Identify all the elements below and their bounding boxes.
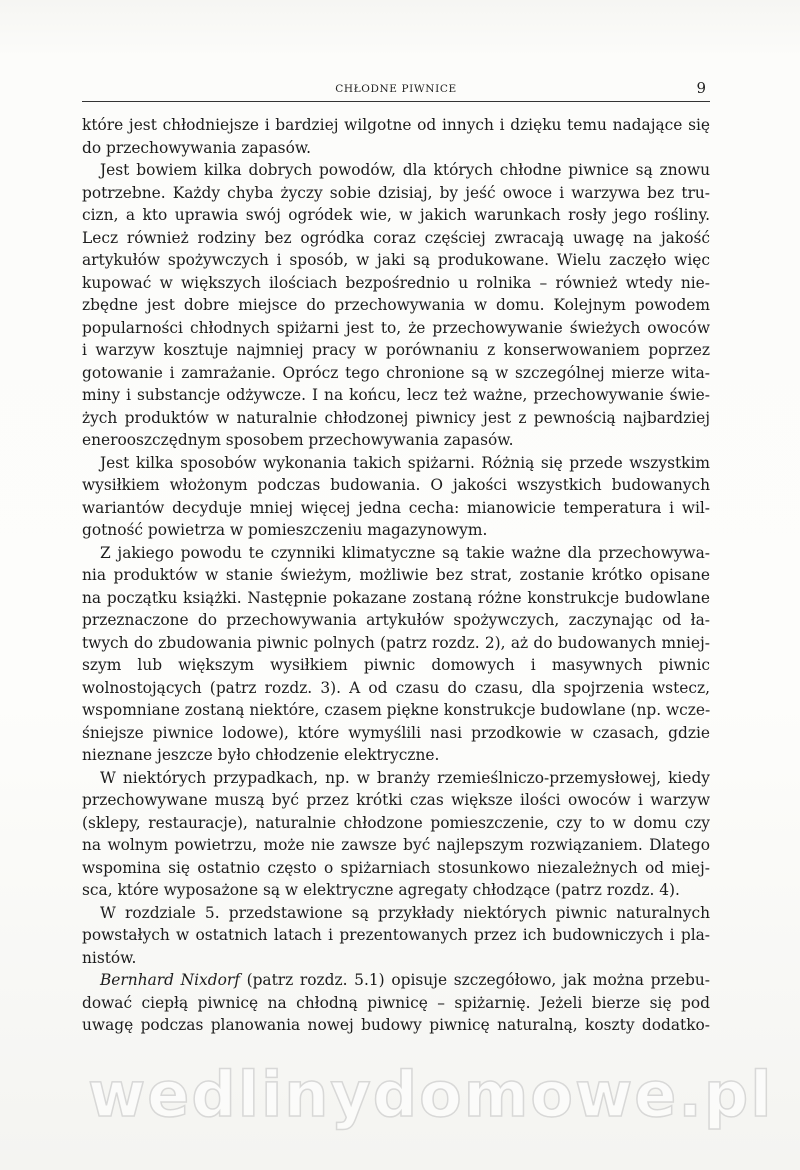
paragraph	[82, 159, 710, 452]
text-line: wariantów decyduje mniej więcej jedna cecha: mianowicie temperatura i wil-	[82, 498, 710, 517]
text-line	[82, 969, 710, 992]
text-line: gotowanie i zamrażanie. Oprócz tego chronione są w szczególnej mierze wita-	[82, 363, 710, 382]
text-line: miny i substancje odżywcze. I na końcu, lecz też ważne, przechowywanie świe-	[82, 386, 710, 404]
text-line: wolnostojących (patrz rozdz. 3). A od czasu do czasu, dla spojrzenia wstecz,	[82, 678, 710, 697]
paragraph	[82, 902, 710, 970]
text-line: żych produktów w naturalnie chłodzonej piwnicy jest z pewnością najbardziej	[82, 408, 710, 427]
paragraph	[82, 969, 710, 1037]
text-line: wspomniane zostaną niektóre, czasem piękne konstrukcje budowlane (np. wcze-	[82, 701, 711, 719]
text-line: gotność powietrza w pomieszczeniu magazynowym.	[82, 521, 488, 539]
paragraph	[82, 114, 710, 159]
text-fragment: (patrz rozdz. 5.1) opisuje szczegółowo, jak można przebu-	[239, 971, 711, 989]
text-line: uwagę podczas planowania nowej budowy piwnicę naturalną, koszty dodatko-	[82, 1016, 710, 1034]
text-line: które jest chłodniejsze i bardziej wilgotne od innych i dzięku temu nadające się	[82, 116, 710, 134]
text-line: wysiłkiem włożonym podczas budowania. O jakości wszystkich budowanych	[82, 476, 710, 494]
text-line: kupować w większych ilościach bezpośrednio u rolnika – również wtedy nie-	[82, 273, 710, 292]
text-line: do przechowywania zapasów.	[82, 138, 312, 157]
text-line: Jest bowiem kilka dobrych powodów, dla których chłodne piwnice są znowu	[100, 161, 710, 179]
text-line: przeznaczone do przechowywania artykułów spożywczych, zaczynając od ła-	[82, 611, 710, 629]
text-line: W niektórych przypadkach, np. w branży rzemieślniczo-przemysłowej, kiedy	[100, 768, 710, 787]
text-line: enerooszczędnym sposobem przechowywania zapasów.	[82, 431, 514, 449]
text-line: dować ciepłą piwnicę na chłodną piwnicę – spiżarnię. Jeżeli bierze się pod	[82, 993, 710, 1012]
watermark: wedlinydomowe.pl	[88, 1058, 774, 1131]
text-line: potrzebne. Każdy chyba życzy sobie dzisiaj, by jeść owoce i warzywa bez tru-	[82, 183, 710, 202]
paragraph	[82, 452, 710, 542]
text-line: nistów.	[82, 948, 137, 967]
text-line: (sklepy, restauracje), naturalnie chłodzone pomieszczenie, czy to w domu czy	[82, 813, 710, 832]
text-line: Jest kilka sposobów wykonania takich spiżarni. Różnią się przede wszystkim	[100, 453, 710, 472]
text-line: cizn, a kto uprawia swój ogródek wie, w jakich warunkach rosły jego rośliny.	[82, 206, 710, 224]
text-line: nia produktów w stanie świeżym, możliwie bez strat, zostanie krótko opisane	[82, 566, 710, 584]
header-rule	[82, 101, 710, 102]
text-line: sca, które wyposażone są w elektryczne agregaty chłodzące (patrz rozdz. 4).	[82, 881, 680, 899]
text-line: nieznane jeszcze było chłodzenie elektryczne.	[82, 746, 440, 764]
text-line: popularności chłodnych spiżarni jest to, że przechowywanie świeżych owoców	[82, 318, 710, 337]
text-line: wspomina się ostatnio często o spiżarniach stosunkowo niezależnych od miej-	[82, 858, 710, 877]
text-line: powstałych w ostatnich latach i prezentowanych przez ich budowniczych i pla-	[82, 926, 710, 944]
running-head: CHŁODNE PIWNICE	[335, 83, 457, 95]
text-line: twych do zbudowania piwnic polnych (patrz rozdz. 2), aż do budowanych mniej-	[82, 633, 710, 652]
text-line: śniejsze piwnice lodowe), które wymyślili nasi przodkowie w czasach, gdzie	[82, 723, 710, 742]
text-line: W rozdziale 5. przedstawione są przykłady niektórych piwnic naturalnych	[100, 903, 710, 922]
author-name: Bernhard Nixdorf	[100, 971, 240, 989]
text-line: na początku książki. Następnie pokazane zostaną różne konstrukcje budowlane	[82, 588, 710, 607]
page-number: 9	[696, 79, 706, 97]
body-text	[82, 114, 710, 1037]
paragraph	[82, 542, 710, 767]
text-line: zbędne jest dobre miejsce do przechowywania w domu. Kolejnym powodem	[82, 296, 710, 314]
text-line: artykułów spożywczych i sposób, w jaki są produkowane. Wielu zaczęło więc	[82, 251, 710, 269]
paragraph	[82, 767, 710, 902]
text-line: szym lub większym wysiłkiem piwnic domowych i masywnych piwnic	[82, 656, 710, 674]
text-line: i warzyw kosztuje najmniej pracy w porównaniu z konserwowaniem poprzez	[82, 341, 710, 359]
text-line: Z jakiego powodu te czynniki klimatyczne są takie ważne dla przechowywa-	[100, 543, 710, 562]
text-line: Lecz również rodziny bez ogródka coraz częściej zwracają uwagę na jakość	[82, 228, 710, 247]
text-line: na wolnym powietrzu, może nie zawsze być najlepszym rozwiązaniem. Dlatego	[82, 836, 710, 854]
text-line: przechowywane muszą być przez krótki czas większe ilości owoców i warzyw	[82, 791, 710, 809]
page-header	[82, 80, 710, 102]
